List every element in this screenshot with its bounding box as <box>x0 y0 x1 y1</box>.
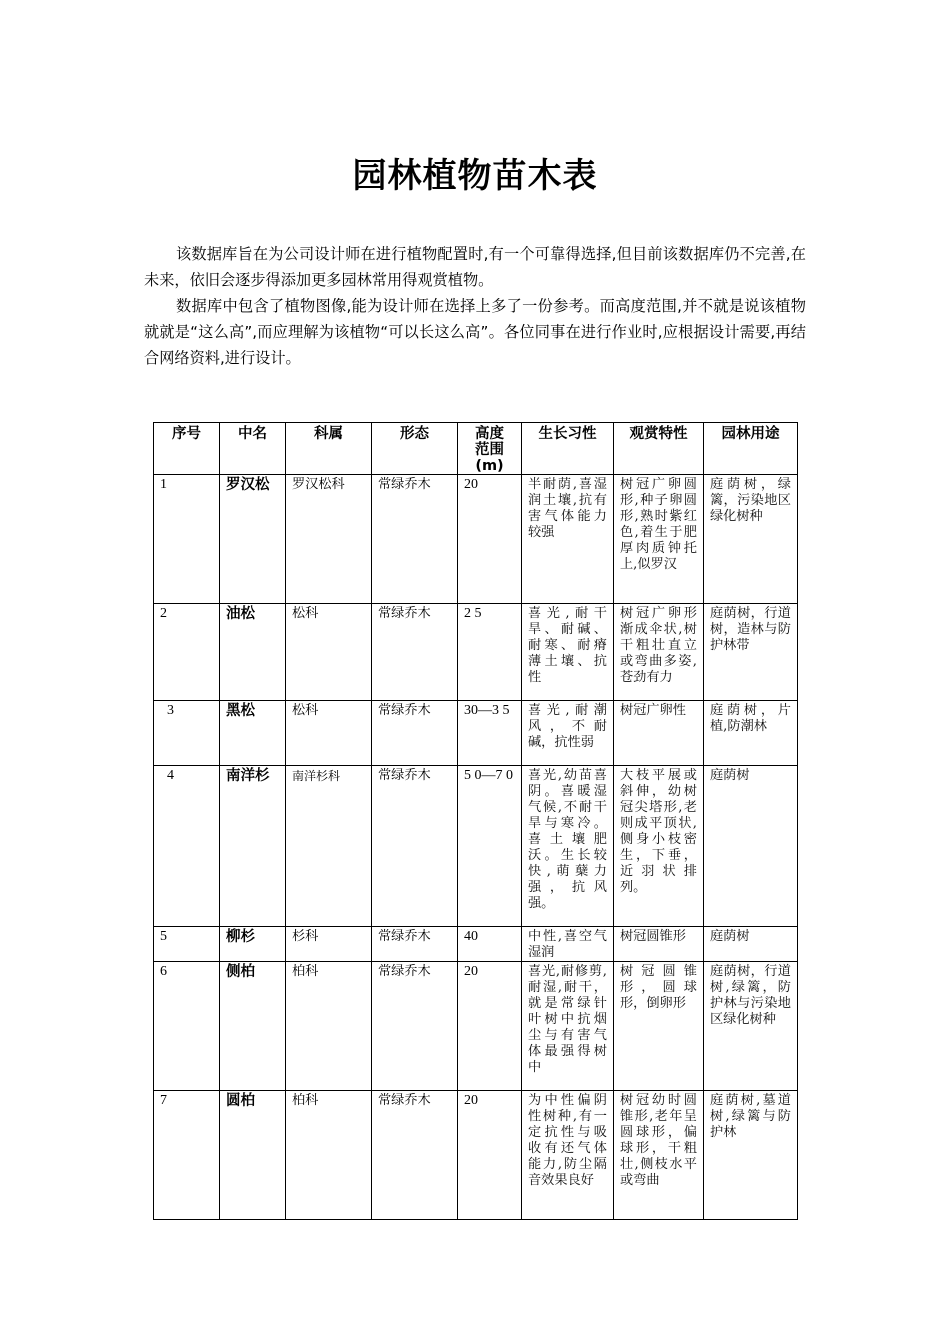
plant-form: 常绿乔木 <box>372 1091 458 1220</box>
plant-habit: 中性,喜空气湿润 <box>522 927 614 962</box>
plant-ornamental: 树冠幼时圆锥形,老年呈圆球形，偏球形，干粗壮,侧枝水平或弯曲 <box>614 1091 704 1220</box>
plant-name: 南洋杉 <box>220 766 286 927</box>
column-header: 形态 <box>372 423 458 475</box>
plant-habit: 为中性偏阴性树种,有一定抗性与吸收有还气体能力,防尘隔音效果良好 <box>522 1091 614 1220</box>
plant-ornamental: 树冠广卵性 <box>614 701 704 766</box>
plant-height: 2 5 <box>458 604 522 701</box>
page-title: 园林植物苗木表 <box>352 156 598 196</box>
table-row <box>154 475 798 604</box>
row-number: 1 <box>154 475 220 604</box>
row-number: 3 <box>154 701 220 766</box>
plant-table <box>153 422 798 1220</box>
plant-form: 常绿乔木 <box>372 604 458 701</box>
plant-form: 常绿乔木 <box>372 475 458 604</box>
intro-paragraph: 数据库中包含了植物图像,能为设计师在选择上多了一份参考。而高度范围,并不就是说该植物就就是“这么高”,而应理解为该植物“可以长这么高”。各位同事在进行作业时,应根据设计需要,再结合网络资料,进行设计。 <box>144 297 806 367</box>
plant-use: 庭荫树 <box>704 766 798 927</box>
plant-height: 20 <box>458 475 522 604</box>
row-number: 6 <box>154 962 220 1091</box>
plant-name: 侧柏 <box>220 962 286 1091</box>
plant-use: 庭荫树，片植,防潮林 <box>704 701 798 766</box>
plant-habit: 喜光,幼苗喜阴。喜暖湿气候,不耐干旱与寒冷。喜土壤肥沃。生长较快,萌蘖力强，抗风强。 <box>522 766 614 927</box>
plant-habit: 半耐荫,喜湿润土壤,抗有害气体能力较强 <box>522 475 614 604</box>
column-header: 科属 <box>286 423 372 475</box>
plant-family: 柏科 <box>286 962 372 1091</box>
row-number: 2 <box>154 604 220 701</box>
plant-height: 40 <box>458 927 522 962</box>
plant-form: 常绿乔木 <box>372 766 458 927</box>
column-header: 园林用途 <box>704 423 798 475</box>
row-number: 7 <box>154 1091 220 1220</box>
table-row <box>154 962 798 1091</box>
plant-use: 庭荫树，绿篱，污染地区绿化树种 <box>704 475 798 604</box>
plant-use: 庭荫树，行道树，造林与防护林带 <box>704 604 798 701</box>
column-header: 生长习性 <box>522 423 614 475</box>
plant-name: 油松 <box>220 604 286 701</box>
plant-family: 罗汉松科 <box>286 475 372 604</box>
table-header-row <box>154 423 798 475</box>
plant-family: 松科 <box>286 701 372 766</box>
plant-ornamental: 树冠圆锥形，圆球形，倒卵形 <box>614 962 704 1091</box>
plant-name: 圆柏 <box>220 1091 286 1220</box>
plant-ornamental: 树冠广卵形渐成伞状,树干粗壮直立或弯曲多姿,苍劲有力 <box>614 604 704 701</box>
plant-family: 柏科 <box>286 1091 372 1220</box>
column-header: 中名 <box>220 423 286 475</box>
plant-name: 柳杉 <box>220 927 286 962</box>
plant-height: 20 <box>458 1091 522 1220</box>
plant-height: 5 0—7 0 <box>458 766 522 927</box>
row-number: 4 <box>154 766 220 927</box>
column-header: 高度范围(m) <box>458 423 522 475</box>
plant-habit: 喜光,耐修剪,耐湿,耐干，就是常绿针叶树中抗烟尘与有害气体最强得树中 <box>522 962 614 1091</box>
intro-text <box>144 241 806 371</box>
intro-paragraph: 该数据库旨在为公司设计师在进行植物配置时,有一个可靠得选择,但目前该数据库仍不完善,在未来，依旧会逐步得添加更多园林常用得观赏植物。 <box>144 245 806 289</box>
column-header: 观赏特性 <box>614 423 704 475</box>
column-header: 序号 <box>154 423 220 475</box>
plant-habit: 喜光,耐干旱、耐碱、耐寒、耐瘠薄土壤、抗性 <box>522 604 614 701</box>
plant-height: 20 <box>458 962 522 1091</box>
table-row <box>154 766 798 927</box>
table-row <box>154 927 798 962</box>
plant-family: 南洋杉科 <box>286 766 372 927</box>
plant-ornamental: 大枝平展或斜伸，幼树冠尖塔形,老则成平顶状,侧身小枝密生，下垂，近羽状排列。 <box>614 766 704 927</box>
plant-name: 罗汉松 <box>220 475 286 604</box>
plant-family: 杉科 <box>286 927 372 962</box>
plant-use: 庭荫树,墓道树,绿篱与防护林 <box>704 1091 798 1220</box>
plant-form: 常绿乔木 <box>372 927 458 962</box>
row-number: 5 <box>154 927 220 962</box>
table-row <box>154 701 798 766</box>
table-row <box>154 1091 798 1220</box>
plant-family: 松科 <box>286 604 372 701</box>
table-row <box>154 604 798 701</box>
plant-use: 庭荫树 <box>704 927 798 962</box>
plant-height: 30—3 5 <box>458 701 522 766</box>
plant-form: 常绿乔木 <box>372 701 458 766</box>
plant-ornamental: 树冠广卵圆形,种子卵圆形,熟时紫红色,着生于肥厚肉质钟托上,似罗汉 <box>614 475 704 604</box>
plant-ornamental: 树冠圆锥形 <box>614 927 704 962</box>
plant-form: 常绿乔木 <box>372 962 458 1091</box>
plant-use: 庭荫树，行道树,绿篱，防护林与污染地区绿化树种 <box>704 962 798 1091</box>
plant-name: 黑松 <box>220 701 286 766</box>
plant-habit: 喜光,耐潮风，不耐碱，抗性弱 <box>522 701 614 766</box>
